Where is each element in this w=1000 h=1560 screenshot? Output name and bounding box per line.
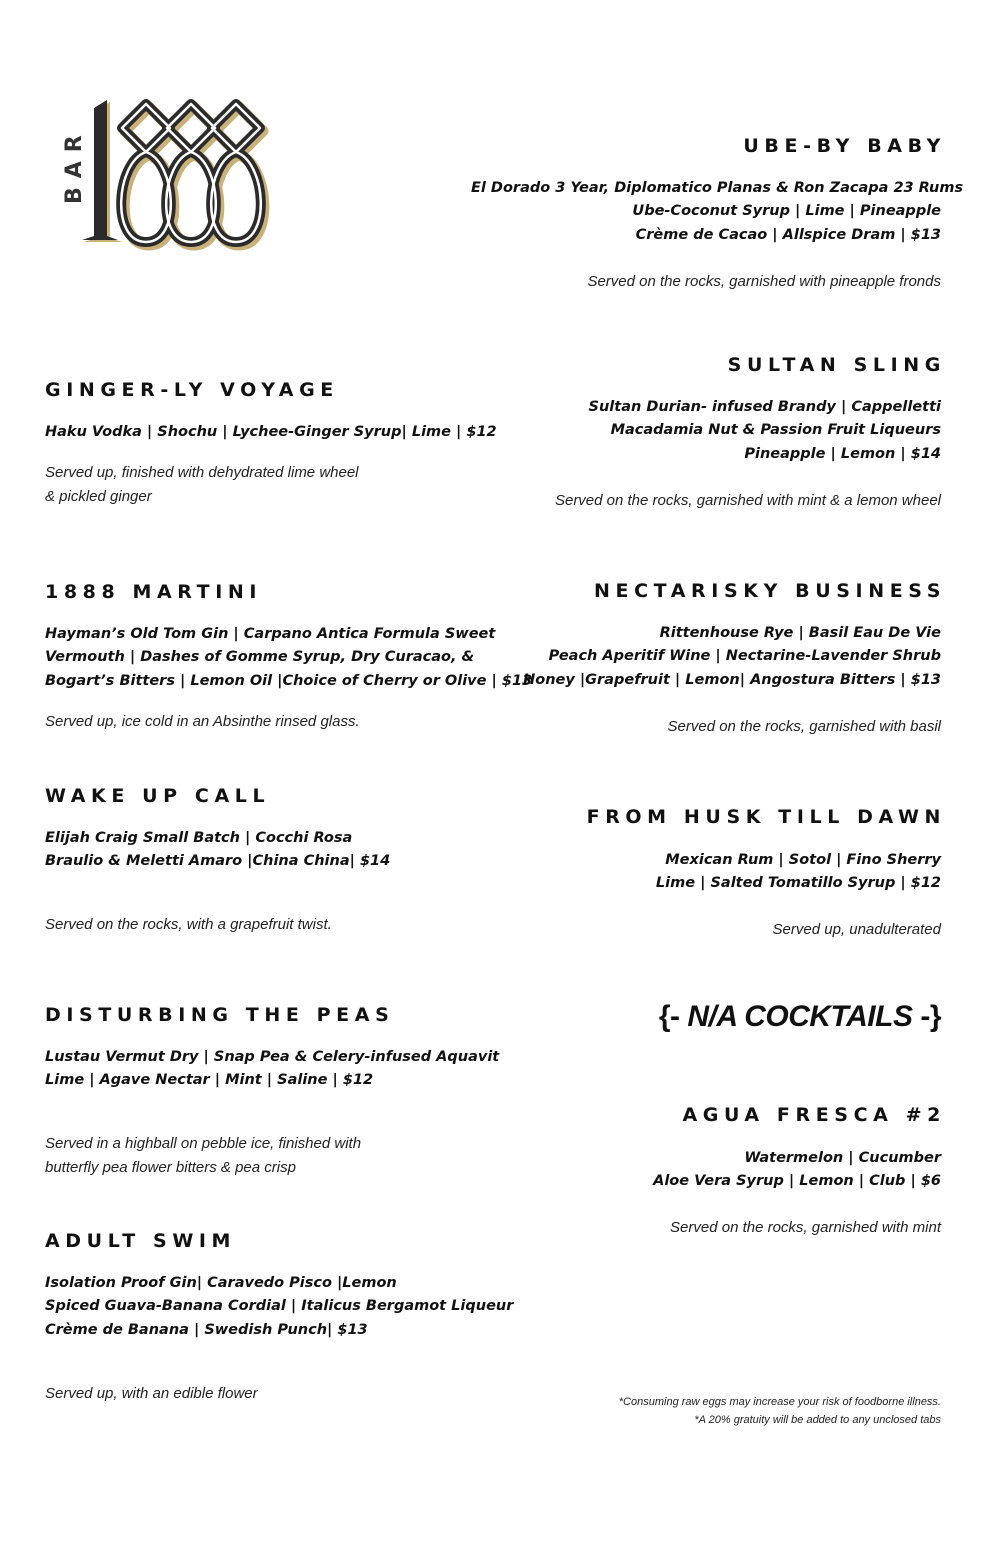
ingredient-line: Sultan Durian- infused Brandy | Cappelletti xyxy=(588,399,941,415)
na-open-brace: {- xyxy=(658,1000,680,1033)
ingredient-line: Haku Vodka | Shochu | Lychee-Ginger Syrup| Lime | $12 xyxy=(45,424,497,440)
cocktail-title: UBE-BY BABY xyxy=(743,135,946,157)
cocktail-title: NECTARISKY BUSINESS xyxy=(594,580,946,602)
ingredient-line: Isolation Proof Gin| Caravedo Pisco |Lemon xyxy=(45,1275,397,1291)
footnote-gratuity: *A 20% gratuity will be added to any unclosed tabs xyxy=(694,1413,941,1426)
cocktail-served xyxy=(471,270,941,294)
ingredient-line: El Dorado 3 Year, Diplomatico Planas & Ron Zacapa 23 Rums xyxy=(471,180,964,196)
served-line: Served on the rocks, garnished with mint xyxy=(670,1219,941,1236)
bar-1888-logo xyxy=(58,92,284,262)
ingredient-line: Bogart’s Bitters | Lemon Oil |Choice of Cherry or Olive | $13 xyxy=(45,672,533,689)
cocktail-ingredients xyxy=(45,421,497,444)
cocktail-ingredients xyxy=(45,827,485,874)
ingredient-line: Crème de Cacao | Allspice Dram | $13 xyxy=(635,226,941,243)
served-line: Served on the rocks, with a grapefruit twist. xyxy=(45,916,332,933)
cocktail-served xyxy=(45,1132,485,1179)
served-line: Served in a highball on pebble ice, finished with xyxy=(45,1135,362,1152)
logo-1888-mark xyxy=(58,92,284,262)
ingredient-line: Lime | Salted Tomatillo Syrup | $12 xyxy=(655,875,941,892)
cocktail-title: 1888 MARTINI xyxy=(45,581,263,603)
cocktail-ingredients xyxy=(471,396,941,466)
served-line: Served up, finished with dehydrated lime wheel xyxy=(45,464,359,481)
ingredient-line: Ube-Coconut Syrup | Lime | Pineapple xyxy=(632,203,941,220)
served-line: butterfly pea flower bitters & pea crisp xyxy=(45,1158,296,1176)
served-line: Served on the rocks, garnished with mint & a lemon wheel xyxy=(554,492,941,509)
ingredient-line: Elijah Craig Small Batch | Cocchi Rosa xyxy=(45,830,353,846)
served-line: & pickled ginger xyxy=(45,487,152,505)
ingredient-line: Peach Aperitif Wine | Nectarine-Lavender Shrub xyxy=(548,648,941,665)
cocktail-title: FROM HUSK TILL DAWN xyxy=(586,806,946,828)
ingredient-line: Honey |Grapefruit | Lemon| Angostura Bitters | $13 xyxy=(523,671,941,688)
ingredient-line: Watermelon | Cucumber xyxy=(744,1150,941,1166)
ingredient-line: Hayman’s Old Tom Gin | Carpano Antica Formula Sweet xyxy=(45,626,496,642)
served-line: Served up, ice cold in an Absinthe rinsed glass. xyxy=(45,713,360,730)
cocktail-ingredients xyxy=(45,623,533,693)
na-cocktails-label: N/A COCKTAILS xyxy=(687,1000,913,1033)
cocktail-served xyxy=(45,710,485,734)
ingredient-line: Spiced Guava-Banana Cordial | Italicus Bergamot Liqueur xyxy=(45,1298,514,1315)
ingredient-line: Mexican Rum | Sotol | Fino Sherry xyxy=(665,852,941,868)
ingredient-line: Lime | Agave Nectar | Mint | Saline | $12 xyxy=(45,1072,374,1089)
served-line: Served on the rocks, garnished with basil xyxy=(667,718,941,735)
cocktail-ingredients xyxy=(471,1147,941,1194)
ingredient-line: Braulio & Meletti Amaro |China China| $14 xyxy=(45,853,391,870)
cocktail-title: DISTURBING THE PEAS xyxy=(45,1004,395,1026)
ingredient-line: Rittenhouse Rye | Basil Eau De Vie xyxy=(659,625,941,641)
cocktail-served xyxy=(45,461,485,508)
ingredient-line: Aloe Vera Syrup | Lemon | Club | $6 xyxy=(653,1173,941,1190)
ingredient-line: Lustau Vermut Dry | Snap Pea & Celery-infused Aquavit xyxy=(45,1049,500,1065)
ingredient-line: Vermouth | Dashes of Gomme Syrup, Dry Curacao, & xyxy=(45,649,475,666)
cocktail-ingredients xyxy=(471,622,941,692)
cocktail-title: AGUA FRESCA #2 xyxy=(682,1104,946,1126)
cocktail-served xyxy=(471,1216,941,1240)
cocktail-ingredients xyxy=(45,1046,500,1093)
cocktail-title: WAKE UP CALL xyxy=(45,785,271,807)
served-line: Served up, unadulterated xyxy=(772,921,941,938)
served-line: Served up, with an edible flower xyxy=(45,1385,258,1402)
ingredient-line: Macadamia Nut & Passion Fruit Liqueurs xyxy=(610,422,941,439)
na-close-brace: -} xyxy=(920,1000,941,1033)
cocktail-served xyxy=(45,913,485,937)
cocktail-served xyxy=(45,1382,485,1406)
logo-bar-word: BAR xyxy=(62,126,87,204)
ingredient-line: Pineapple | Lemon | $14 xyxy=(744,445,941,462)
cocktail-ingredients xyxy=(45,1272,514,1342)
cocktail-title: GINGER-LY VOYAGE xyxy=(45,379,339,401)
cocktail-served xyxy=(471,715,941,739)
served-line: Served on the rocks, garnished with pineapple fronds xyxy=(587,273,941,290)
cocktail-served xyxy=(471,489,941,513)
cocktail-ingredients xyxy=(471,177,964,247)
cocktail-title: SULTAN SLING xyxy=(727,354,946,376)
cocktail-served xyxy=(471,918,941,942)
cocktail-ingredients xyxy=(471,849,941,896)
footnote-raw-eggs: *Consuming raw eggs may increase your risk of foodborne illness. xyxy=(618,1396,941,1408)
na-cocktails-heading xyxy=(471,1000,941,1034)
cocktail-title: ADULT SWIM xyxy=(45,1230,237,1252)
ingredient-line: Crème de Banana | Swedish Punch| $13 xyxy=(45,1321,368,1338)
footnotes xyxy=(471,1394,941,1429)
